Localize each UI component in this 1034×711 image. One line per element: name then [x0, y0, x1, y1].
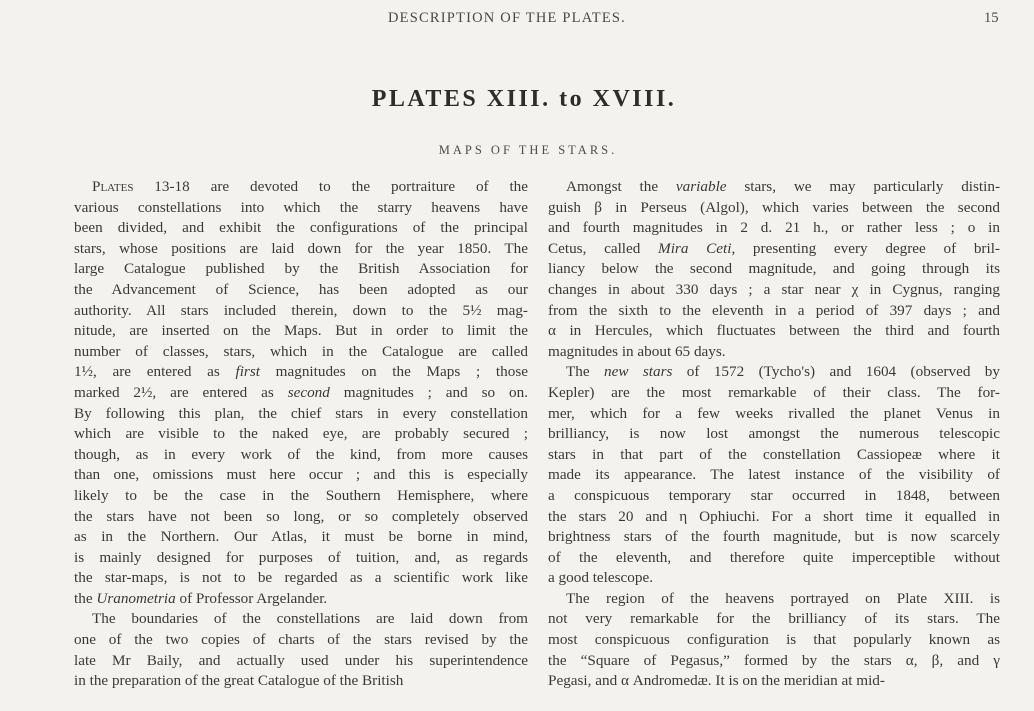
text-line [548, 362, 1000, 383]
text-line [548, 177, 1000, 198]
text-line [548, 507, 1000, 528]
text-line [548, 651, 1000, 672]
text-line [548, 527, 1000, 548]
text-line [74, 239, 528, 260]
text-run: the [74, 589, 97, 607]
text-run: Cetus, called [548, 239, 659, 257]
text-run: been divided, and exhibit the configurations of the principal [74, 219, 528, 237]
text-run: most conspicuous configuration is that popularly known as [548, 631, 1000, 649]
text-run: 13-18 are devoted to the portraiture of the [133, 178, 528, 195]
text-run: Amongst the [566, 178, 676, 195]
text-run: a good telescope. [548, 569, 654, 587]
text-line [548, 445, 1000, 466]
text-line [74, 548, 528, 569]
text-run: Pegasi, and α Andromedæ. It is on the meridian at mid- [548, 672, 885, 690]
text-line [74, 507, 528, 528]
text-run: Plates [92, 178, 134, 195]
text-line [548, 630, 1000, 651]
text-run: magnitudes on the Maps ; those [259, 363, 528, 381]
text-run: number of classes, stars, which in the Catalogue are called [74, 342, 528, 360]
text-line [74, 259, 528, 280]
italic-text: second [287, 383, 330, 401]
section-subtitle: MAPS OF THE STARS. [438, 143, 618, 157]
text-run: authority. All stars included therein, down to the 5½ mag- [74, 301, 528, 319]
text-line [548, 239, 1000, 260]
text-run: marked 2½, are entered as [74, 383, 288, 401]
text-run: in the preparation of the great Catalogue of the British [74, 672, 404, 690]
text-run: the star-maps, is not to be regarded as a scientific work like [74, 569, 528, 587]
italic-text: variable [675, 178, 727, 195]
running-title: DESCRIPTION OF THE PLATES. [388, 10, 626, 26]
text-run: as in the Northern. Our Atlas, it must be borne in mind, [74, 528, 528, 546]
page-number: 15 [984, 10, 999, 26]
italic-text: Uranometria [96, 589, 176, 607]
text-run: brightness stars of the fourth magnitude, but is now scarcely [548, 528, 1000, 546]
text-line [548, 301, 1000, 322]
text-line [74, 404, 528, 425]
plate-title: PLATES XIII. to XVIII. [371, 86, 677, 112]
text-line [548, 486, 1000, 507]
text-run: not very remarkable for the brilliancy of its stars. The [548, 610, 1000, 628]
text-run: of Professor Argelander. [175, 589, 328, 607]
text-run: the Advancement of Science, has been adopted as our [74, 280, 528, 298]
text-line [548, 218, 1000, 239]
text-run: made its appearance. The latest instance of the visibility of [548, 466, 1000, 484]
text-run: various constellations into which the starry heavens have [74, 198, 528, 216]
text-line [548, 609, 1000, 630]
text-run: which are visible to the naked eye, are probably secured ; [74, 425, 528, 443]
left-text-column [74, 177, 528, 692]
text-line [548, 548, 1000, 569]
text-run: the stars have not been so long, or so completely observed [74, 507, 528, 525]
text-line [548, 424, 1000, 445]
text-run: a conspicuous temporary star occurred in 1848, between [548, 486, 1000, 504]
text-line [74, 445, 528, 466]
text-run: of the eleventh, and therefore quite imperceptible without [548, 548, 1000, 566]
text-run: nitude, are inserted on the Maps. But in order to limit the [74, 322, 528, 340]
text-line [74, 630, 528, 651]
text-line [74, 486, 528, 507]
text-line [74, 589, 528, 610]
text-line [548, 465, 1000, 486]
text-run: though, as in every work of the kind, from more causes [74, 445, 528, 463]
text-line [74, 362, 528, 383]
text-run: from the sixth to the eleventh in a period of 397 days ; and [548, 301, 1000, 319]
text-run: large Catalogue published by the British Association for [74, 260, 528, 278]
text-run: and fourth magnitudes in 2 d. 21 h., or rather less ; ο in [548, 219, 1000, 237]
text-line [74, 321, 528, 342]
text-run: stars, whose positions are laid down for the year 1850. The [74, 239, 528, 257]
text-line [74, 651, 528, 672]
text-run: 1½, are entered as [74, 363, 236, 381]
text-line [74, 609, 528, 630]
text-line [74, 568, 528, 589]
text-run: By following this plan, the chief stars in every constellation [74, 404, 528, 422]
text-line [548, 568, 1000, 589]
italic-text: new stars [604, 363, 673, 381]
text-line [74, 527, 528, 548]
text-run: The region of the heavens portrayed on Plate XIII. is [566, 589, 1000, 607]
right-text-column [548, 177, 1000, 692]
text-line [74, 280, 528, 301]
text-line [74, 301, 528, 322]
text-run: The [566, 363, 604, 381]
text-run: liancy below the second magnitude, and going through its [548, 260, 1000, 278]
text-run: magnitudes ; and so on. [329, 383, 529, 401]
text-run: likely to be the case in the Southern Hemisphere, where [74, 486, 528, 504]
text-run: guish β in Perseus (Algol), which varies between the second [548, 198, 1000, 216]
text-run: than one, omissions must here occur ; and this is especially [74, 466, 528, 484]
text-run: the “Square of Pegasus,” formed by the stars α, β, and γ [548, 651, 1000, 669]
text-run: one of the two copies of charts of the stars revised by the [74, 631, 528, 649]
text-line [74, 465, 528, 486]
text-run: α in Hercules, which fluctuates between the third and fourth [548, 322, 1000, 340]
text-line [548, 198, 1000, 219]
text-run: The boundaries of the constellations are laid down from [92, 610, 528, 628]
text-run: of 1572 (Tycho's) and 1604 (observed by [672, 363, 1000, 381]
text-line [74, 177, 528, 198]
text-run: brilliancy, is now lost amongst the numerous telescopic [548, 425, 1000, 443]
text-line [548, 404, 1000, 425]
text-run: the stars 20 and η Ophiuchi. For a short time it equalled in [548, 507, 1000, 525]
text-run: is mainly designed for purposes of tuition, and, as regards [74, 548, 528, 566]
text-run: Kepler) are the most remarkable of their class. The for- [548, 383, 1000, 401]
text-line [74, 198, 528, 219]
text-run: changes in about 330 days ; a star near χ in Cygnus, ranging [548, 280, 1000, 298]
text-run: stars in that part of the constellation Cassiopeæ where it [548, 445, 1000, 463]
text-line [74, 424, 528, 445]
text-run: magnitudes in about 65 days. [548, 342, 726, 360]
text-line [548, 589, 1000, 610]
italic-text: Mira Ceti [658, 239, 732, 257]
text-line [548, 342, 1000, 363]
text-line [548, 383, 1000, 404]
text-line [548, 280, 1000, 301]
running-head [0, 10, 1034, 30]
text-line [548, 671, 1000, 692]
text-line [74, 342, 528, 363]
text-line [548, 321, 1000, 342]
text-line [74, 218, 528, 239]
text-line [548, 259, 1000, 280]
text-line [74, 671, 528, 692]
text-run: mer, which for a few weeks rivalled the planet Venus in [548, 404, 1000, 422]
text-run: stars, we may particularly distin- [726, 178, 1001, 195]
text-line [74, 383, 528, 404]
text-run: , presenting every degree of bril- [731, 239, 1000, 257]
italic-text: first [235, 363, 260, 381]
text-run: late Mr Baily, and actually used under his superintendence [74, 651, 528, 669]
